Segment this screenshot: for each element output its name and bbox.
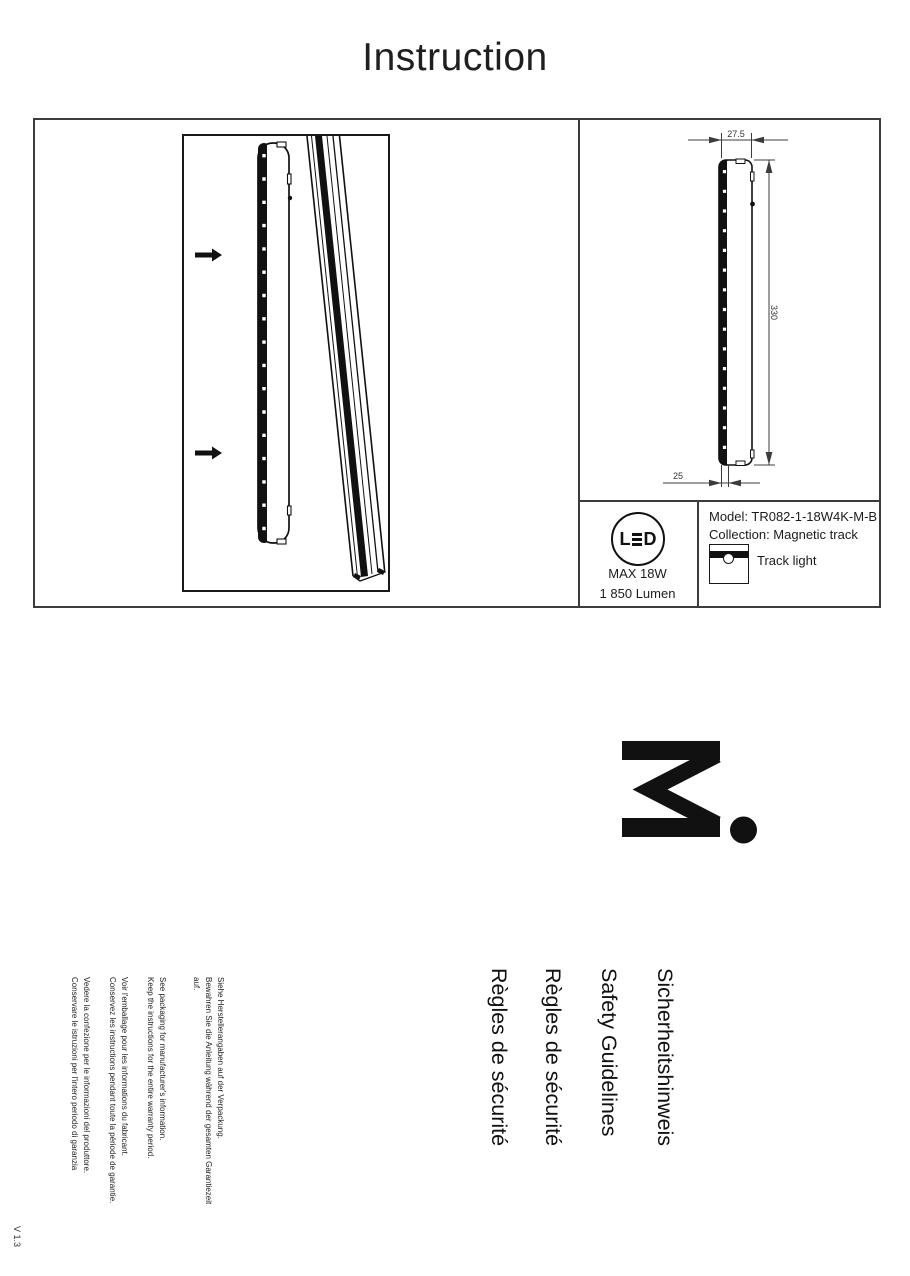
led-letter-d: D	[643, 529, 657, 549]
installation-drawing-box	[182, 134, 390, 592]
note-line: Keep the instructions for the entire warranty period.	[146, 977, 155, 1159]
sub-vertical-divider	[697, 500, 699, 606]
track-light-icon	[709, 544, 749, 584]
dimension-drawing	[578, 120, 879, 500]
track-knob	[723, 553, 734, 564]
note-en	[144, 977, 168, 1158]
note-line: Vedere la confezione per le informazioni del produttore.	[82, 977, 91, 1174]
height-dimension-label: 330	[769, 305, 779, 321]
page-title: Instruction	[362, 36, 548, 79]
led-e-bars-icon	[632, 533, 642, 546]
maytoni-m-logo-icon	[620, 741, 758, 847]
version-label: V 1.3	[12, 1226, 22, 1248]
note-it	[68, 977, 92, 1173]
collection-line: Collection: Magnetic track	[709, 527, 858, 542]
max-power-label: MAX 18W	[608, 566, 667, 581]
fixture-side-view	[719, 159, 755, 466]
note-fr	[106, 977, 130, 1203]
safety-heading-de: Sicherheitshinweis	[653, 968, 677, 1147]
note-line: auf.	[192, 977, 201, 991]
safety-heading-it: Règles de sécurité	[487, 968, 511, 1147]
safety-heading-en: Safety Guidelines	[597, 968, 621, 1137]
note-line: Conservez les instructions pendant toute la période de garantie.	[108, 977, 117, 1204]
arrow-right-icon	[195, 447, 222, 460]
track-rail-drawing	[307, 136, 385, 581]
led-badge-icon	[611, 512, 665, 566]
note-de	[190, 977, 226, 1204]
safety-heading-fr: Règles de sécurité	[541, 968, 565, 1147]
led-letter-l: L	[619, 529, 631, 549]
note-line: See packaging for manufacturer's information.	[158, 977, 167, 1141]
track-light-drawing	[258, 142, 292, 544]
note-line: Siehe Herstellerangaben auf der Verpackung.	[216, 977, 225, 1139]
depth-dimension-label: 25	[672, 471, 684, 481]
model-line: Model: TR082-1-18W4K-M-B	[709, 509, 878, 524]
lumen-label: 1 850 Lumen	[599, 586, 676, 601]
arrow-right-icon	[195, 249, 222, 262]
installation-drawing	[184, 136, 388, 590]
note-line: Conservare le istruzioni per l'intero periodo di garanzia	[70, 977, 79, 1171]
note-line: Voir l'emballage pour les informations du fabricant.	[120, 977, 129, 1156]
note-line: Bewahren Sie die Anleitung während der gesamten Garantiezeit	[204, 977, 213, 1205]
width-dimension-label: 27.5	[727, 129, 745, 139]
type-label: Track light	[757, 553, 817, 568]
horizontal-divider	[578, 500, 879, 502]
